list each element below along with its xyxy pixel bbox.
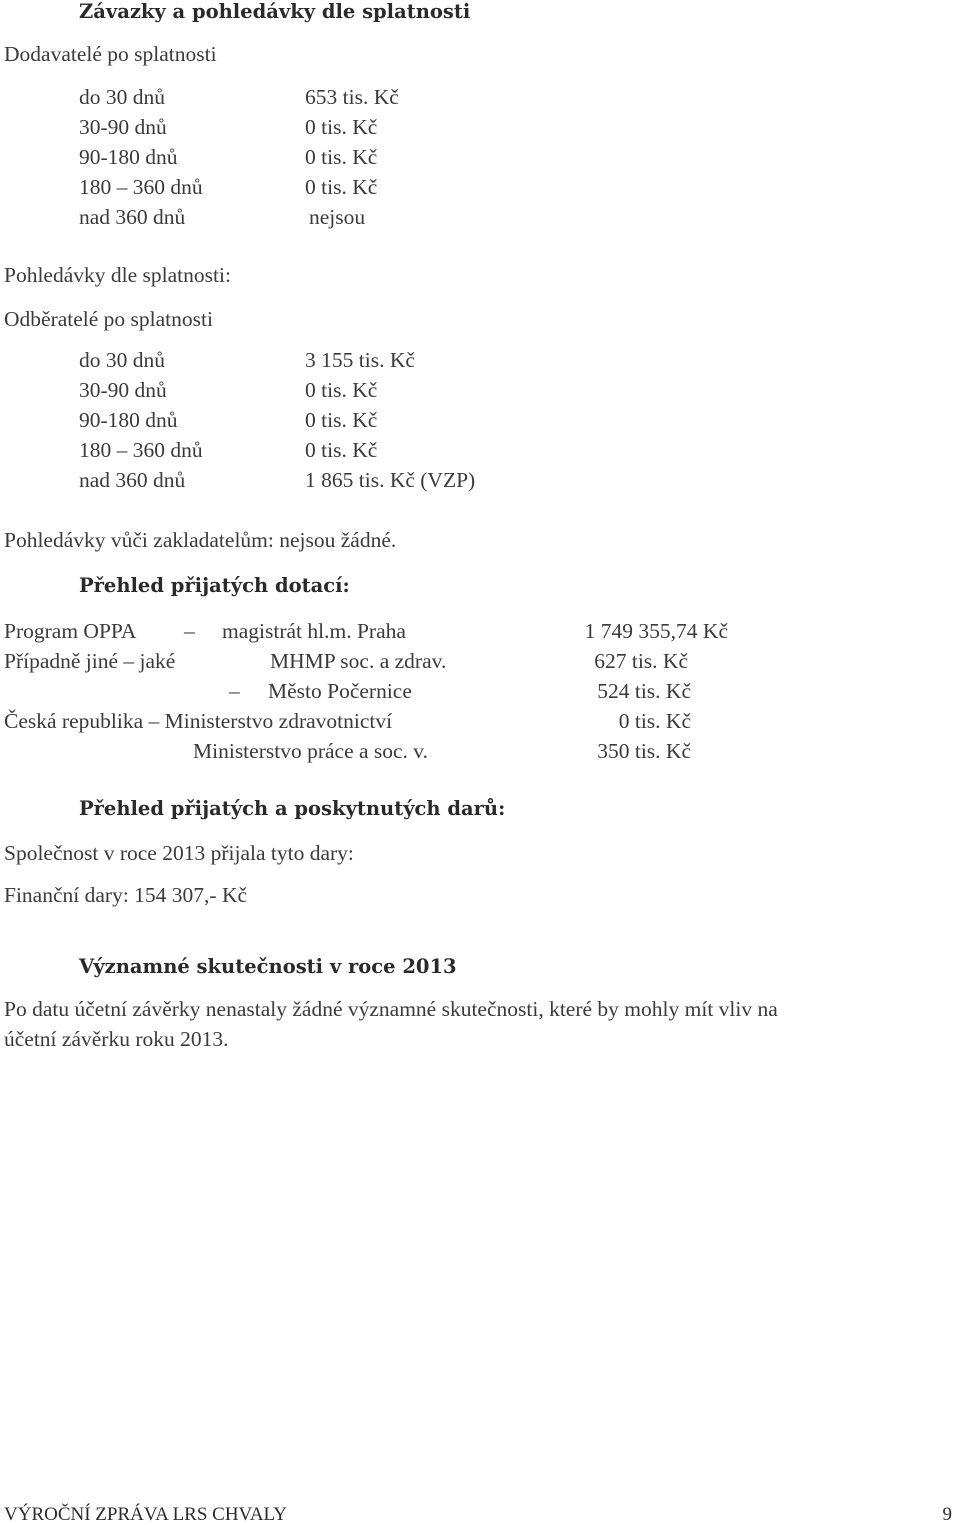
- subsidy-provider: Město Počernice: [268, 679, 412, 703]
- subsidy-provider: Ministerstvo práce a soc. v.: [193, 739, 429, 763]
- subsidy-dash: –: [184, 619, 195, 643]
- receivable-amount: 3 155 tis. Kč: [305, 348, 415, 372]
- donations-intro: Společnost v roce 2013 přijala tyto dary:: [4, 841, 354, 865]
- financial-donations: Finanční dary: 154 307,- Kč: [4, 883, 248, 907]
- donations-heading: Přehled přijatých a poskytnutých darů:: [79, 797, 506, 820]
- liability-term: do 30 dnů: [79, 85, 165, 109]
- receivable-amount: 0 tis. Kč: [305, 378, 378, 402]
- receivable-term: 30-90 dnů: [79, 378, 167, 402]
- receivable-amount: 1 865 tis. Kč (VZP): [305, 468, 476, 492]
- footer-report-title: VÝROČNÍ ZPRÁVA LRS CHVALY: [4, 1504, 287, 1525]
- subsidies-heading: Přehled přijatých dotací:: [79, 574, 350, 597]
- liability-term: 90-180 dnů: [79, 145, 178, 169]
- subsidy-amount: 0 tis. Kč: [618, 709, 691, 733]
- significant-events-heading: Významné skutečnosti v roce 2013: [79, 955, 457, 978]
- liability-amount: 0 tis. Kč: [305, 115, 378, 139]
- liability-amount: 0 tis. Kč: [305, 175, 378, 199]
- liability-term: 180 – 360 dnů: [79, 175, 203, 199]
- receivables-heading: Pohledávky dle splatnosti:: [4, 263, 231, 287]
- subsidy-program: Případně jiné – jaké: [4, 649, 176, 673]
- subsidy-amount: 350 tis. Kč: [597, 739, 691, 763]
- subsidy-amount: 627 tis. Kč: [594, 649, 688, 673]
- founders-receivables-note: Pohledávky vůči zakladatelům: nejsou žádné.: [4, 528, 397, 552]
- page-number: 9: [942, 1504, 952, 1525]
- customers-overdue-label: Odběratelé po splatnosti: [4, 307, 213, 331]
- subsidy-amount: 1 749 355,74 Kč: [584, 619, 728, 643]
- subsidy-provider: MHMP soc. a zdrav.: [270, 649, 447, 673]
- liability-amount: 0 tis. Kč: [305, 145, 378, 169]
- subsidy-program: Program OPPA: [4, 619, 137, 643]
- liability-term: 30-90 dnů: [79, 115, 167, 139]
- subsidy-dash: –: [229, 679, 240, 703]
- liability-amount: nejsou: [309, 205, 366, 229]
- subsidy-program: Česká republika – Ministerstvo zdravotnictví: [4, 709, 393, 733]
- receivable-amount: 0 tis. Kč: [305, 408, 378, 432]
- receivable-term: nad 360 dnů: [79, 468, 186, 492]
- subsidy-amount: 524 tis. Kč: [597, 679, 691, 703]
- liability-term: nad 360 dnů: [79, 205, 186, 229]
- suppliers-overdue-label: Dodavatelé po splatnosti: [4, 42, 217, 66]
- significant-events-text-line1: Po datu účetní závěrky nenastaly žádné významné skutečnosti, které by mohly mít vliv na: [4, 997, 778, 1021]
- significant-events-text-line2: účetní závěrku roku 2013.: [4, 1027, 229, 1051]
- subsidy-provider: magistrát hl.m. Praha: [222, 619, 406, 643]
- liabilities-heading: Závazky a pohledávky dle splatnosti: [79, 0, 471, 23]
- receivable-amount: 0 tis. Kč: [305, 438, 378, 462]
- receivable-term: do 30 dnů: [79, 348, 165, 372]
- receivable-term: 90-180 dnů: [79, 408, 178, 432]
- receivable-term: 180 – 360 dnů: [79, 438, 203, 462]
- liability-amount: 653 tis. Kč: [305, 85, 399, 109]
